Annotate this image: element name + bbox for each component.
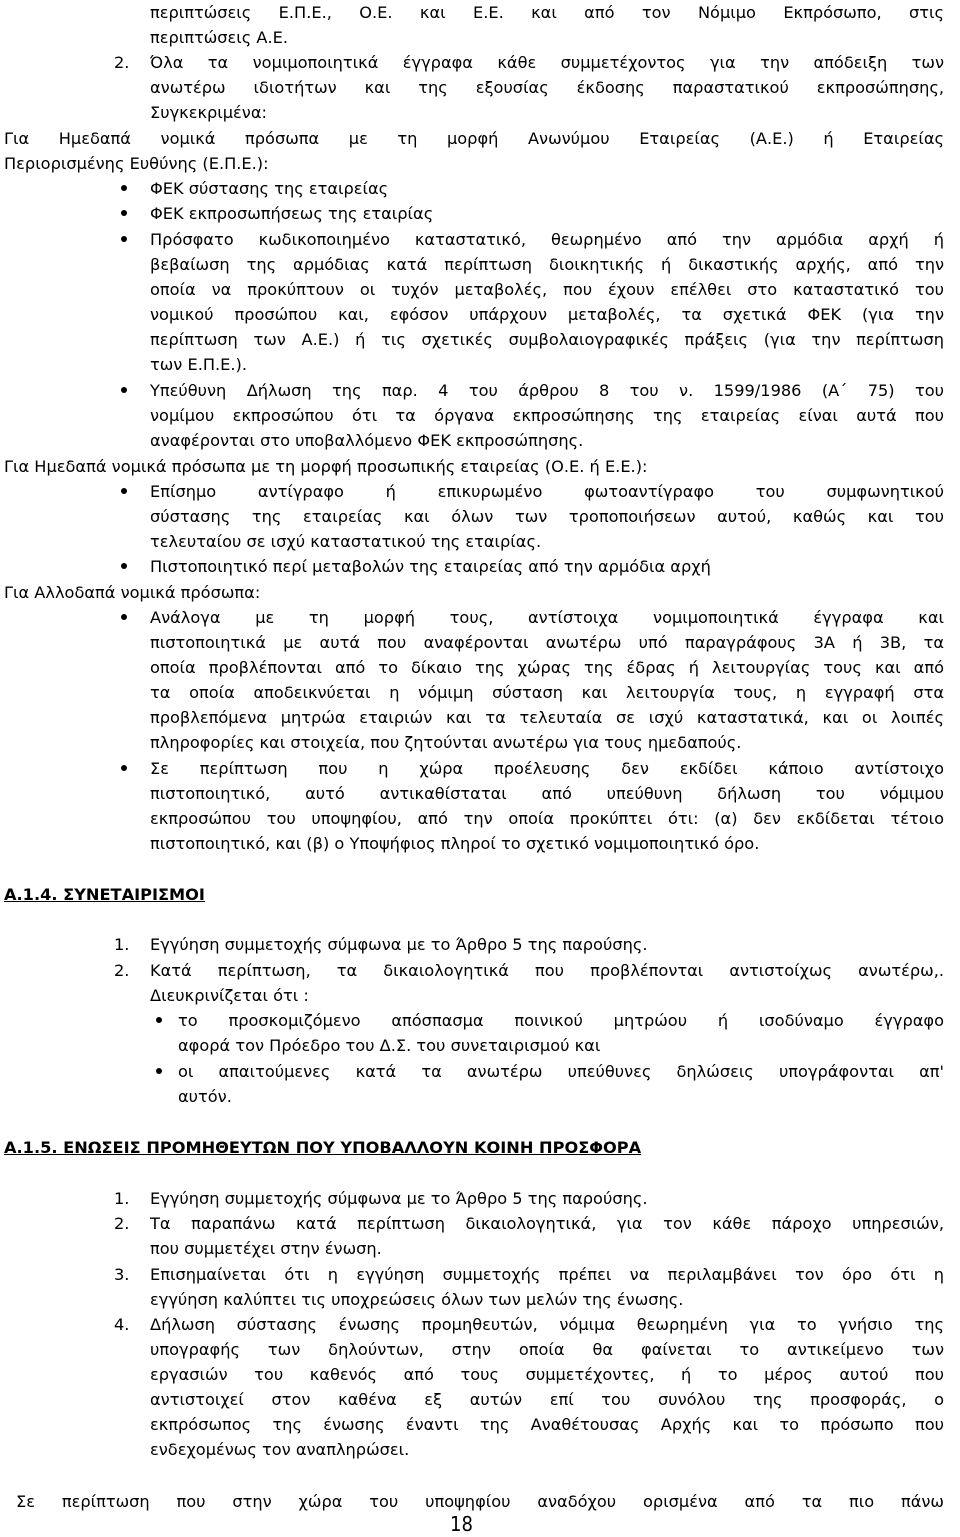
list-item: ΦΕΚ σύστασης της εταιρείας xyxy=(150,179,389,198)
text-line: περίπτωση των Α.Ε.) ή τις σχετικές συμβολαιογραφικές πράξεις (για την περίπτωση xyxy=(150,330,944,349)
text-line: βεβαίωση της αρμόδιας κατά περίπτωση διοικητικής ή δικαστικής αρχής, από την xyxy=(150,255,944,274)
text-line: εκπρόσωπος της ένωσης έναντι της Αναθέτουσας Αρχής και το πρόσωπο που xyxy=(150,1415,944,1434)
text-line: πιστοποιητικό, και (β) ο Υποψήφιος πληροί το σχετικό νομιμοποιητικό όρο. xyxy=(150,834,760,853)
text-line: ανωτέρω ιδιοτήτων και της εξουσίας έκδοσης παραστατικού εκπροσώπησης, xyxy=(150,78,944,97)
section-title-supplier-unions: Α.1.5. ΕΝΩΣΕΙΣ ΠΡΟΜΗΘΕΥΤΩΝ ΠΟΥ ΥΠΟΒΑΛΛΟΥΝ ΚΟΙΝΗ ΠΡΟΣΦΟΡΑ xyxy=(4,1138,642,1157)
bullet-icon xyxy=(121,563,127,569)
list-item: Σε περίπτωση που η χώρα προέλευσης δεν εκδίδει κάποιο αντίστοιχο xyxy=(150,759,944,778)
text-line: περιπτώσεις Ε.Π.Ε., Ο.Ε. και Ε.Ε. και από τον Νόμιμο Εκπρόσωπο, στις xyxy=(150,3,944,22)
section-title-cooperatives: Α.1.4. ΣΥΝΕΤΑΙΡΙΣΜΟΙ xyxy=(4,885,205,904)
bullet-icon xyxy=(121,387,127,393)
list-item: το προσκομιζόμενο απόσπασμα ποινικού μητρώου ή ισοδύναμο έγγραφο xyxy=(178,1011,944,1030)
list-number: 1. xyxy=(114,935,130,954)
text-line: Συγκεκριμένα: xyxy=(150,103,267,122)
list-item: Πρόσφατο κωδικοποιημένο καταστατικό, θεωρημένο από την αρμόδια αρχή ή xyxy=(150,230,944,249)
text-line: των Ε.Π.Ε.). xyxy=(150,355,248,374)
text-line: περιπτώσεις Α.Ε. xyxy=(150,28,289,47)
list-number: 3. xyxy=(114,1265,130,1284)
list-number: 4. xyxy=(114,1315,130,1334)
text-line: αναφέρονται στο υποβαλλόμενο ΦΕΚ εκπροσώπησης. xyxy=(150,431,584,450)
bullet-icon xyxy=(121,236,127,242)
text-line: οποία να προκύπτουν οι τυχόν μεταβολές, που έχουν επέλθει στο καταστατικό του xyxy=(150,280,944,299)
text-line: που συμμετέχει στην ένωση. xyxy=(150,1239,382,1258)
list-item: Τα παραπάνω κατά περίπτωση δικαιολογητικά, για τον κάθε πάροχο υπηρεσιών, xyxy=(150,1214,944,1233)
list-item: Ανάλογα με τη μορφή τους, αντίστοιχα νομιμοποιητικά έγγραφα και xyxy=(150,608,944,627)
text-line: πληροφορίες και στοιχεία, που ζητούνται ανωτέρω για τους ημεδαπούς. xyxy=(150,733,742,752)
text-line: υπογραφής των δηλούντων, στην οποία θα φαίνεται το αντικείμενο των xyxy=(150,1340,944,1359)
list-item: Πιστοποιητικό περί μεταβολών της εταιρείας από την αρμόδια αρχή xyxy=(150,557,711,576)
bullet-icon xyxy=(121,488,127,494)
list-item: Εγγύηση συμμετοχής σύμφωνα με το Άρθρο 5 της παρούσης. xyxy=(150,1189,648,1208)
list-item: ΦΕΚ εκπροσωπήσεως της εταιρίας xyxy=(150,204,434,223)
text-line: σύστασης της εταιρείας και όλων των τροποποιήσεων αυτού, καθώς και του xyxy=(150,507,944,526)
text-line: εργασιών του καθενός από τους συμμετέχοντες, ή το μέρος αυτού που xyxy=(150,1365,944,1384)
text-line: αφορά τον Πρόεδρο του Δ.Σ. του συνεταιρισμού και xyxy=(178,1036,601,1055)
section-heading: Για Ημεδαπά νομικά πρόσωπα με τη μορφή προσωπικής εταιρείας (Ο.Ε. ή Ε.Ε.): xyxy=(4,457,648,476)
text-line: νομίμου εκπροσώπου ότι τα όργανα εκπροσώπησης της εταιρείας είναι αυτά που xyxy=(150,406,944,425)
text-line: οποία προβλέπονται από το δίκαιο της χώρας της έδρας ή λειτουργίας τους και από xyxy=(150,658,944,677)
text-line: Όλα τα νομιμοποιητικά έγγραφα κάθε συμμετέχοντος για την απόδειξη των xyxy=(150,53,944,72)
text-line: νομικού προσώπου και, εφόσον υπάρχουν μεταβολές, τα σχετικά ΦΕΚ (για την xyxy=(150,305,944,324)
text-line: εγγύηση καλύπτει τις υποχρεώσεις όλων των μελών της ένωσης. xyxy=(150,1290,684,1309)
list-item: Εγγύηση συμμετοχής σύμφωνα με το Άρθρο 5 της παρούσης. xyxy=(150,935,648,954)
bullet-icon xyxy=(121,765,127,771)
list-item: Επίσημο αντίγραφο ή επικυρωμένο φωτοαντίγραφο του συμφωνητικού xyxy=(150,482,944,501)
list-number: 2. xyxy=(114,961,130,980)
list-item: Επισημαίνεται ότι η εγγύηση συμμετοχής πρέπει να περιλαμβάνει τον όρο ότι η xyxy=(150,1265,944,1284)
text-line: εκπροσώπου του υποψηφίου, από την οποία προκύπτει ότι: (α) δεν εκδίδεται τέτοιο xyxy=(150,809,944,828)
text-line: τελευταίου σε ισχύ καταστατικού της εταιρίας. xyxy=(150,532,542,551)
text-line: προβλεπόμενα μητρώα εταιριών και τα τελευταία σε ισχύ καταστατικά, και οι λοιπές xyxy=(150,708,944,727)
list-item: Δήλωση σύστασης ένωσης προμηθευτών, νόμιμα θεωρημένη για το γνήσιο της xyxy=(150,1315,944,1334)
text-line: Για Ημεδαπά νομικά πρόσωπα με τη μορφή Ανωνύμου Εταιρείας (Α.Ε.) ή Εταιρείας xyxy=(4,129,944,148)
list-number: 2. xyxy=(114,1214,130,1233)
section-heading: Για Αλλοδαπά νομικά πρόσωπα: xyxy=(4,583,261,602)
text-line: αντιστοιχεί στον καθένα εξ αυτών επί του συνόλου της προσφοράς, ο xyxy=(150,1390,944,1409)
bullet-icon xyxy=(121,185,127,191)
text-line: Σε περίπτωση που στην χώρα του υποψηφίου αναδόχου ορισμένα από τα πιο πάνω xyxy=(16,1492,944,1511)
text-line: τα οποία αποδεικνύεται η νόμιμη σύσταση και λειτουργία τους, η εγγραφή στα xyxy=(150,683,944,702)
page-number: 18 xyxy=(450,1512,473,1536)
list-number: 1. xyxy=(114,1189,130,1208)
list-item: Υπεύθυνη Δήλωση της παρ. 4 του άρθρου 8 του ν. 1599/1986 (Α΄ 75) του xyxy=(150,381,944,400)
bullet-icon xyxy=(156,1017,162,1023)
bullet-icon xyxy=(156,1068,162,1074)
list-number: 2. xyxy=(114,53,130,72)
list-item: οι απαιτούμενες κατά τα ανωτέρω υπεύθυνες δηλώσεις υπογράφονται απ' xyxy=(178,1062,944,1081)
text-line: αυτόν. xyxy=(178,1087,232,1106)
text-line: πιστοποιητικό, αυτό αντικαθίσταται από υπεύθυνη δήλωση του νόμιμου xyxy=(150,784,944,803)
bullet-icon xyxy=(121,614,127,620)
text-line: Διευκρινίζεται ότι : xyxy=(150,986,309,1005)
text-line: ενδεχομένως τον αναπληρώσει. xyxy=(150,1440,410,1459)
text-line: Περιορισμένης Ευθύνης (Ε.Π.Ε.): xyxy=(4,154,269,173)
text-line: πιστοποιητικά με αυτά που αναφέρονται ανωτέρω υπό παραγράφους 3Α ή 3Β, τα xyxy=(150,633,944,652)
list-item: Κατά περίπτωση, τα δικαιολογητικά που προβλέπονται αντιστοίχως ανωτέρω,. xyxy=(150,961,944,980)
bullet-icon xyxy=(121,210,127,216)
